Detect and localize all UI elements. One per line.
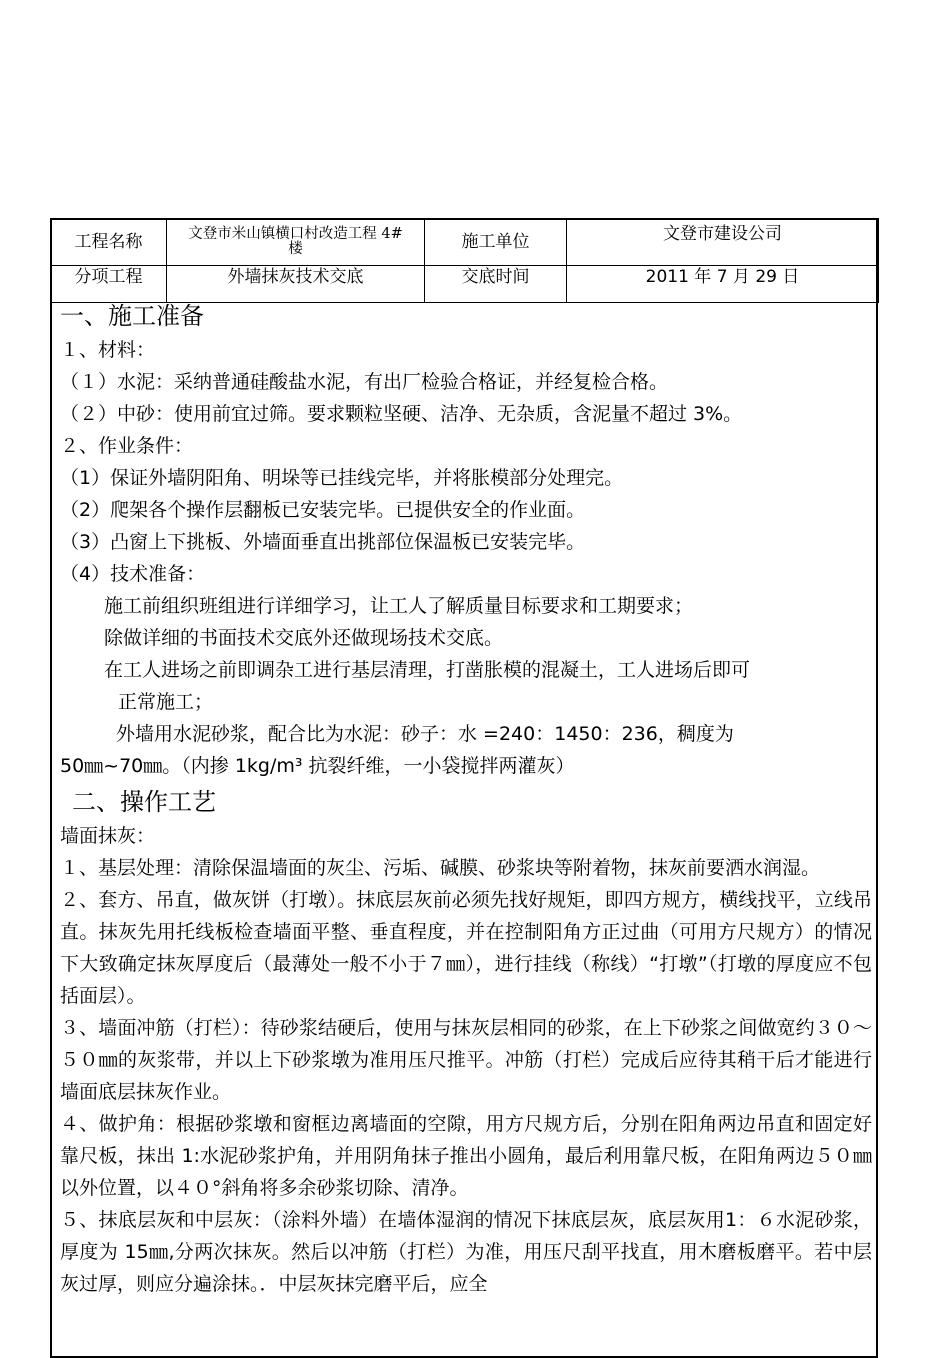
section1-title: 一、施工准备 (60, 302, 204, 330)
subitem-label: 分项工程 (51, 266, 167, 303)
tech-prep-4a: 外墙用水泥砂浆，配合比为水泥：砂子：水 =240：1450：236，稠度为 (116, 723, 734, 745)
step-4: ４、做护角：根据砂浆墩和窗框边离墙面的空隙，用方尺规方后，分别在阳角两边吊直和固定好靠尺板，抹出 1:水泥砂浆护角，并用阴角抹子推出小圆角，最后利用靠尺板，在阳角两边５０㎜以外位置，以４０°斜角将多余砂浆切除、清净。 (60, 1113, 872, 1199)
contractor-value: 文登市建设公司 (567, 219, 879, 266)
step-3: ３、墙面冲筋（打栏）：待砂浆结硬后，使用与抹灰层相同的砂浆，在上下砂浆之间做宽约３０～５０㎜的灰浆带，并以上下砂浆墩为准用压尺推平。冲筋（打栏）完成后应待其稍干后才能进行墙面底层抹灰作业。 (60, 1017, 872, 1103)
project-name-line1: 文登市米山镇横口村改造工程 4# (188, 225, 403, 242)
material-sand: （２）中砂：使用前宜过筛。要求颗粒坚硬、洁净、无杂质，含泥量不超过 3%。 (60, 403, 743, 425)
document-body (60, 298, 872, 1300)
tech-prep-2: 除做详细的书面技术交底外还做现场技术交底。 (104, 627, 504, 649)
header-table (50, 218, 879, 303)
wall-plaster-heading: 墙面抹灰： (60, 825, 156, 847)
tech-prep-4b: 50㎜~70㎜。（内掺 1kg/m³ 抗裂纤维，一小袋搅拌两灌灰） (60, 755, 575, 777)
materials-heading: １、材料： (60, 339, 156, 361)
project-name-label: 工程名称 (51, 219, 167, 266)
condition-2: （2）爬架各个操作层翻板已安装完毕。已提供安全的作业面。 (60, 499, 586, 521)
contractor-label: 施工单位 (425, 219, 567, 266)
date-label: 交底时间 (425, 266, 567, 303)
section2-title: 二、操作工艺 (72, 788, 216, 816)
header-row-1 (51, 219, 879, 266)
tech-prep-3b: 正常施工； (118, 691, 214, 713)
step-2: ２、套方、吊直，做灰饼（打墩）。抹底层灰前必须先找好规矩，即四方规方，横线找平，立线吊直。抹灰先用托线板检查墙面平整、垂直程度，并在控制阳角方正过曲（可用方尺规方）的情况下大致确定抹灰厚度后（最薄处一般不小于７㎜），进行挂线（称线）“打墩”（打墩的厚度应不包括面层）。 (60, 889, 872, 1007)
tech-prep-1: 施工前组织班组进行详细学习，让工人了解质量目标要求和工期要求； (104, 595, 694, 617)
condition-3: （3）凸窗上下挑板、外墙面垂直出挑部位保温板已安装完毕。 (60, 531, 586, 553)
project-name-line2: 楼 (288, 241, 303, 257)
condition-4: （4）技术准备： (60, 563, 206, 585)
date-value: 2011 年 7 月 29 日 (567, 266, 879, 303)
project-name-value (167, 219, 425, 266)
tech-prep-3a: 在工人进场之前即调杂工进行基层清理，打凿胀模的混凝土，工人进场后即可 (104, 659, 751, 681)
subitem-value: 外墙抹灰技术交底 (167, 266, 425, 303)
step-5: ５、抹底层灰和中层灰：（涂料外墙）在墙体湿润的情况下抹底层灰，底层灰用1：６水泥砂浆，厚度为 15㎜,分两次抹灰。然后以冲筋（打栏）为准，用压尺刮平找直，用木磨板磨平。若中层灰过厚，则应分遍涂抹。．中层灰抹完磨平后，应全 (60, 1209, 872, 1295)
conditions-heading: ２、作业条件： (60, 435, 194, 457)
header-row-2 (51, 266, 879, 303)
material-cement: （１）水泥：采纳普通硅酸盐水泥，有出厂检验合格证，并经复检合格。 (60, 371, 669, 393)
condition-1: （1）保证外墙阴阳角、明垛等已挂线完毕，并将胀模部分处理完。 (60, 467, 624, 489)
step-1: １、基层处理：清除保温墙面的灰尘、污垢、碱膜、砂浆块等附着物，抹灰前要洒水润湿。 (60, 857, 821, 879)
